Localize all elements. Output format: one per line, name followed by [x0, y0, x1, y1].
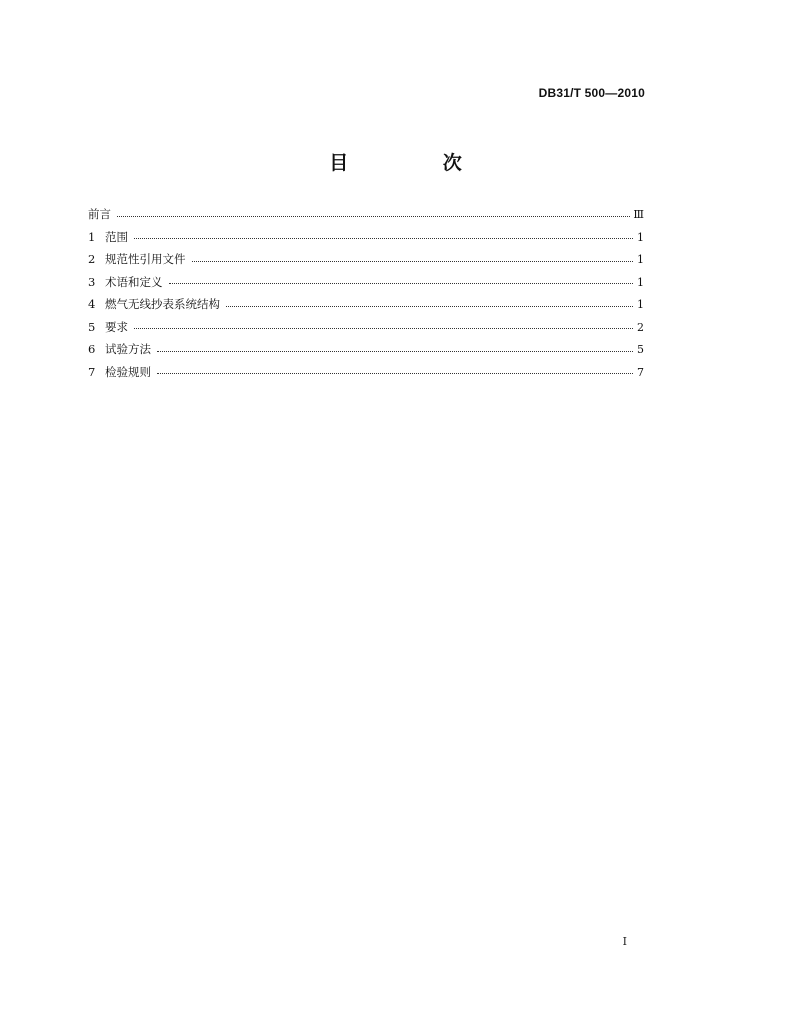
toc-dot-leader	[157, 350, 633, 352]
toc-entry-label: 要求	[105, 319, 128, 334]
toc-entry-label: 范围	[105, 229, 128, 244]
toc-page-number: 5	[637, 343, 644, 356]
toc-page-number: 1	[637, 298, 644, 311]
toc-entry-label: 术语和定义	[105, 274, 163, 289]
document-code: DB31/T 500—2010	[538, 86, 645, 100]
toc-entry-number: 5	[88, 319, 96, 334]
toc-page-number: 1	[637, 275, 644, 289]
toc-dot-leader	[169, 282, 634, 284]
toc-entry-label: 前言	[88, 207, 111, 221]
toc-entry-number: 2	[88, 252, 96, 266]
toc-page-number: 7	[637, 365, 644, 379]
toc-entry-6[interactable]	[88, 338, 644, 361]
toc-page-number: 1	[637, 253, 644, 266]
toc-entry-1[interactable]	[88, 226, 644, 249]
toc-dot-leader	[157, 372, 633, 374]
toc-page-number: 1	[637, 230, 644, 244]
toc-entry-label: 检验规则	[105, 364, 151, 379]
toc-entry-number: 7	[88, 364, 96, 379]
table-of-contents	[88, 203, 644, 383]
toc-entry-label: 燃气无线抄表系统结构	[105, 297, 220, 311]
toc-dot-leader	[192, 260, 634, 262]
toc-entry-number: 1	[88, 229, 96, 244]
toc-dot-leader	[134, 237, 633, 239]
toc-entry-number: 3	[88, 274, 96, 289]
toc-entry-5[interactable]	[88, 316, 644, 339]
toc-entry-number: 4	[88, 297, 96, 311]
toc-dot-leader	[226, 305, 633, 307]
toc-entry-3[interactable]	[88, 271, 644, 294]
toc-entry-2[interactable]	[88, 248, 644, 271]
toc-entry-number: 6	[88, 342, 96, 356]
toc-entry-4[interactable]	[88, 293, 644, 316]
toc-dot-leader	[134, 327, 633, 329]
toc-entry-preface[interactable]	[88, 203, 644, 226]
toc-page-number: 2	[637, 320, 644, 334]
toc-entry-label: 试验方法	[105, 342, 151, 356]
toc-page-number: Ⅲ	[633, 208, 644, 221]
page-title: 目 次	[329, 152, 506, 174]
toc-entry-7[interactable]	[88, 361, 644, 384]
toc-dot-leader	[117, 215, 630, 217]
page-number: I	[622, 935, 627, 948]
toc-entry-label: 规范性引用文件	[105, 252, 186, 266]
